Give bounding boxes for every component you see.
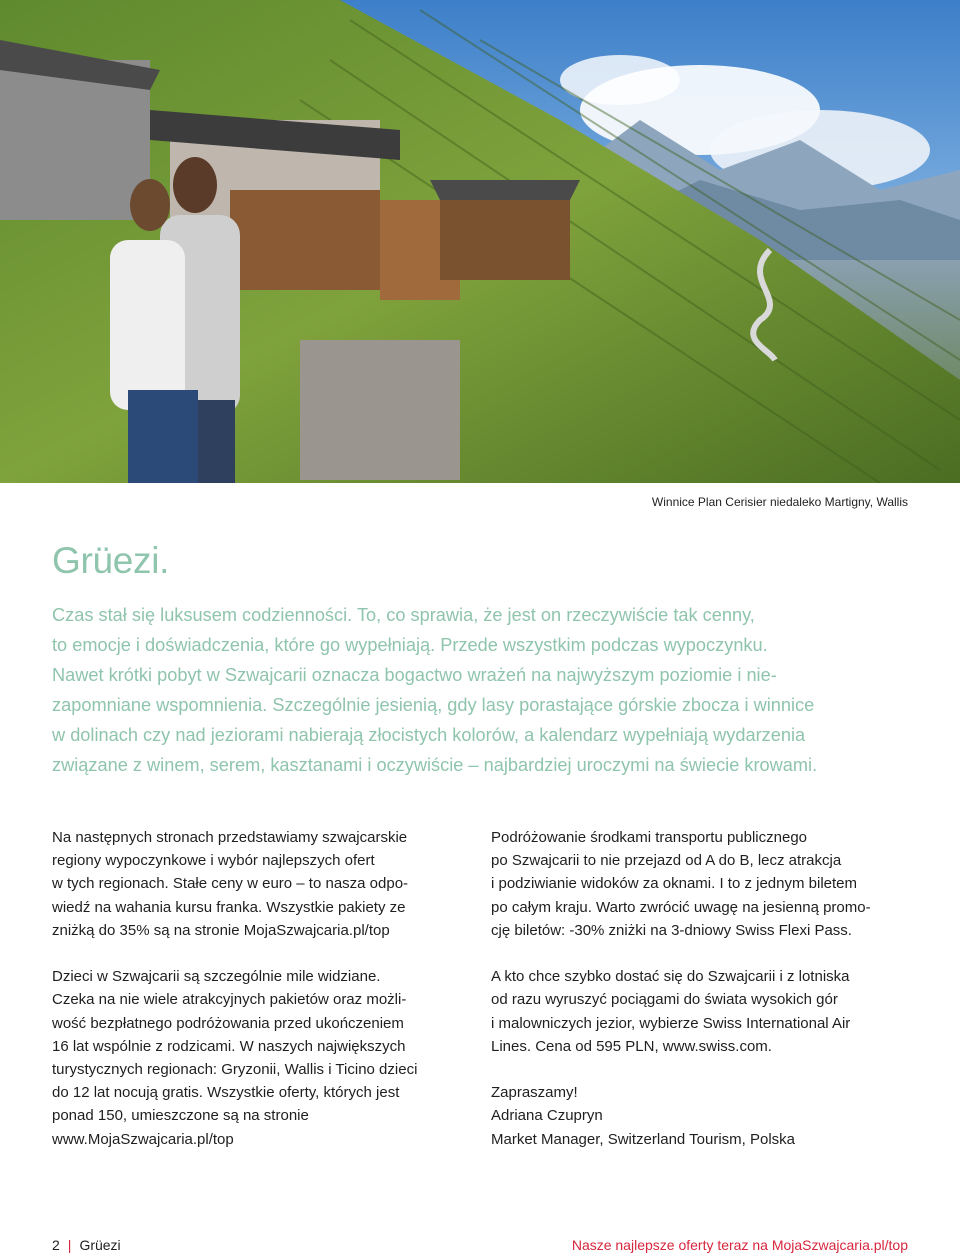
text-line: Czeka na nie wiele atrakcyjnych pakietów oraz możli-: [52, 991, 407, 1009]
text-line: Adriana Czupryn: [491, 1107, 603, 1125]
offers-paragraph: [52, 826, 470, 942]
footer-page-info: [52, 1237, 121, 1253]
text-line: www.MojaSzwajcaria.pl/top: [52, 1130, 234, 1148]
text-line: zniżką do 35% są na stronie MojaSzwajcaria.pl/top: [52, 921, 390, 939]
footer-separator: |: [67, 1237, 72, 1253]
text-line: do 12 lat nocują gratis. Wszystkie oferty, których jest: [52, 1084, 400, 1102]
text-line: wiedź na wahania kursu franka. Wszystkie pakiety ze: [52, 898, 406, 916]
text-line: po całym kraju. Warto zwrócić uwagę na jesienną promo-: [491, 898, 871, 916]
text-line: ponad 150, umieszczone są na stronie: [52, 1107, 309, 1125]
intro-line: Czas stał się luksusem codzienności. To, co sprawia, że jest on rzeczywiście tak cenny,: [52, 605, 755, 625]
hero-photo: [0, 0, 960, 483]
text-line: Podróżowanie środkami transportu publicznego: [491, 829, 808, 846]
text-line: cję biletów: -30% zniżki na 3-dniowy Swiss Flexi Pass.: [491, 921, 852, 939]
left-column: [52, 826, 470, 1174]
text-line: w tych regionach. Stałe ceny w euro – to nasza odpo-: [52, 875, 409, 893]
page-number: 2: [52, 1237, 60, 1253]
intro-line: zapomniane wspomnienia. Szczególnie jesienią, gdy lasy porastające górskie zbocza i winnice: [52, 695, 815, 715]
text-line: Na następnych stronach przedstawiamy szwajcarskie: [52, 829, 408, 846]
text-line: od razu wyruszyć pociągami do świata wysokich gór: [491, 991, 838, 1009]
text-line: 16 lat wspólnie z rodzicami. W naszych największych: [52, 1037, 406, 1055]
text-line: Dzieci w Szwajcarii są szczególnie mile widziane.: [52, 968, 381, 986]
children-paragraph: [52, 965, 470, 1151]
signature-paragraph: [491, 1081, 909, 1151]
intro-line: związane z winem, serem, kasztanami i oczywiście – najbardziej uroczymi na świecie krowami.: [52, 755, 818, 775]
text-line: wość bezpłatnego podróżowania przed ukończeniem: [52, 1014, 404, 1032]
airline-paragraph: [491, 965, 909, 1058]
transport-paragraph: [491, 826, 909, 942]
footer-section: Grüezi: [79, 1237, 121, 1253]
photo-caption: Winnice Plan Cerisier niedaleko Martigny, Wallis: [651, 495, 908, 509]
footer-promo-link[interactable]: Nasze najlepsze oferty teraz na MojaSzwajcaria.pl/top: [571, 1237, 908, 1253]
text-line: i malowniczych jezior, wybierze Swiss International Air: [491, 1014, 851, 1032]
text-line: Lines. Cena od 595 PLN, www.swiss.com.: [491, 1037, 772, 1055]
text-line: po Szwajcarii to nie przejazd od A do B, lecz atrakcja: [491, 852, 842, 870]
text-line: A kto chce szybko dostać się do Szwajcarii i z lotniska: [491, 968, 850, 986]
intro-line: Nawet krótki pobyt w Szwajcarii oznacza bogactwo wrażeń na najwyższym poziomie i nie-: [52, 665, 777, 685]
right-column: [491, 826, 909, 1174]
text-line: regiony wypoczynkowe i wybór najlepszych ofert: [52, 852, 375, 870]
text-line: Zapraszamy!: [491, 1084, 578, 1102]
intro-line: to emocje i doświadczenia, które go wypełniają. Przede wszystkim podczas wypoczynku.: [52, 635, 768, 655]
page-title: Grüezi.: [52, 540, 170, 581]
text-line: i podziwianie widoków za oknami. I to z jednym biletem: [491, 875, 857, 893]
intro-line: w dolinach czy nad jeziorami nabierają złocistych kolorów, a kalendarz wypełniają wydarzenia: [52, 725, 806, 745]
intro-paragraph: [52, 600, 912, 780]
text-line: turystycznych regionach: Gryzonii, Wallis i Ticino dzieci: [52, 1061, 418, 1079]
vineyard-photo-icon: [0, 0, 960, 483]
text-line: Market Manager, Switzerland Tourism, Polska: [491, 1130, 796, 1148]
